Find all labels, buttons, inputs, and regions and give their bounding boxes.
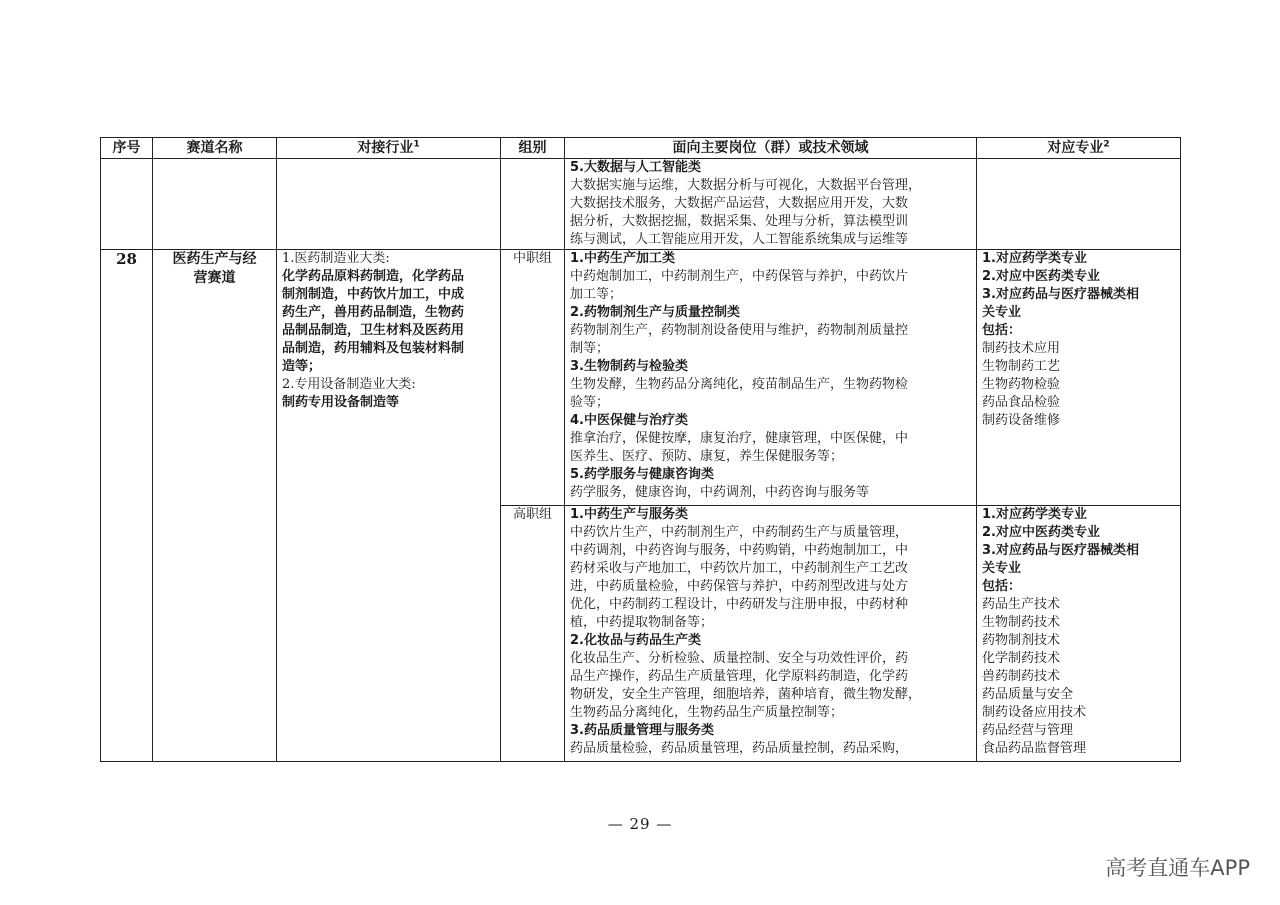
header-track: 赛道名称 bbox=[153, 138, 277, 159]
category-line: 优化，中药制药工程设计，中药研发与注册申报，中药材种 bbox=[570, 597, 909, 612]
category-line: 品生产操作，药品生产质量管理，化学原料药制造，化学药 bbox=[570, 669, 909, 684]
category-line: 药材采收与产地加工，中药饮片加工，中药制剂生产工艺改 bbox=[570, 561, 909, 576]
category-line: 大数据实施与运维，大数据分析与可视化，大数据平台管理， bbox=[570, 178, 922, 193]
industry-line: 药生产，兽用药品制造，生物药 bbox=[282, 305, 465, 320]
industry-title-2: 2.专用设备制造业大类: bbox=[282, 377, 416, 392]
category-line: 据分析，大数据挖掘，数据采集、处理与分析，算法模型训 bbox=[570, 214, 909, 229]
table-row-prev bbox=[101, 159, 1181, 250]
category-line: 大数据技术服务，大数据产品运营，大数据应用开发，大数 bbox=[570, 196, 909, 211]
major-item: 兽药制药技术 bbox=[982, 669, 1061, 684]
category-title: 4.中医保健与治疗类 bbox=[570, 413, 688, 428]
major-item: 生物制药技术 bbox=[982, 615, 1061, 630]
major-item: 化学制药技术 bbox=[982, 651, 1061, 666]
category-line: 化妆品生产、分析检验、质量控制、安全与功效性评价，药 bbox=[570, 651, 909, 666]
industry-line: 造等； bbox=[282, 359, 322, 374]
group-zhongzhi: 中职组 bbox=[501, 250, 565, 506]
industry-title-1: 1.医药制造业大类: bbox=[282, 251, 390, 266]
category-line: 药物制剂生产，药物制剂设备使用与维护，药物制剂质量控 bbox=[570, 323, 909, 338]
category-line: 制等； bbox=[570, 341, 610, 356]
major-item: 药品质量与安全 bbox=[982, 687, 1074, 702]
group-gaozhi: 高职组 bbox=[501, 506, 565, 762]
category-line: 药学服务，健康咨询，中药调剂，中药咨询与服务等 bbox=[570, 485, 870, 500]
major-item: 药品生产技术 bbox=[982, 597, 1061, 612]
major-item: 制药技术应用 bbox=[982, 341, 1061, 356]
category-line: 生物药品分离纯化，生物药品生产质量控制等； bbox=[570, 705, 844, 720]
major-item: 药品食品检验 bbox=[982, 395, 1061, 410]
positions-cell-prev bbox=[565, 159, 977, 250]
major-item: 生物药物检验 bbox=[982, 377, 1061, 392]
positions-cell-zhongzhi bbox=[565, 250, 977, 506]
major-item: 食品药品监督管理 bbox=[982, 741, 1087, 756]
major-item: 制药设备维修 bbox=[982, 413, 1061, 428]
major-item: 药物制剂技术 bbox=[982, 633, 1061, 648]
category-line: 中药炮制加工，中药制剂生产，中药保管与养护，中药饮片 bbox=[570, 269, 909, 284]
category-line: 生物发酵，生物药品分离纯化，疫苗制品生产，生物药物检 bbox=[570, 377, 909, 392]
majors-cell-gaozhi: 1.对应药学类专业 2.对应中医药类专业 3.对应药品与医疗器械类相 关专业 包括： 药品生产技术 生物制药技术 药物制剂技术 化学制药技术 兽药制药技术 药品质量与安全 制药设备应用技术 药品经营与管理 食品药品监督管理 bbox=[977, 506, 1181, 762]
category-title: 1.中药生产与服务类 bbox=[570, 507, 688, 522]
specialty-table bbox=[100, 137, 1181, 762]
category-line: 物研发，安全生产管理，细胞培养，菌种培育，微生物发酵， bbox=[570, 687, 922, 702]
industry-line: 化学药品原料药制造，化学药品 bbox=[282, 269, 465, 284]
page-number: — 29 — bbox=[607, 815, 673, 833]
track-name: 医药生产与经 营赛道 bbox=[153, 250, 277, 762]
category-line: 药品质量检验，药品质量管理，药品质量控制，药品采购， bbox=[570, 741, 909, 756]
header-positions: 面向主要岗位（群）或技术领域 bbox=[565, 138, 977, 159]
major-item: 生物制药工艺 bbox=[982, 359, 1061, 374]
majors-cell-zhongzhi: 1.对应药学类专业 2.对应中医药类专业 3.对应药品与医疗器械类相 关专业 包括： 制药技术应用 生物制药工艺 生物药物检验 药品食品检验 制药设备维修 bbox=[977, 250, 1181, 506]
category-line: 推拿治疗，保健按摩，康复治疗，健康管理，中医保健，中 bbox=[570, 431, 909, 446]
category-title: 5.药学服务与健康咨询类 bbox=[570, 467, 714, 482]
category-title: 3.药品质量管理与服务类 bbox=[570, 723, 714, 738]
category-line: 医养生、医疗、预防、康复，养生保健服务等； bbox=[570, 449, 844, 464]
category-line: 验等； bbox=[570, 395, 610, 410]
header-seq: 序号 bbox=[101, 138, 153, 159]
category-title: 2.化妆品与药品生产类 bbox=[570, 633, 701, 648]
industry-line: 制药专用设备制造等 bbox=[282, 395, 400, 410]
table-row-28-zhongzhi bbox=[101, 250, 1181, 506]
header-group: 组别 bbox=[501, 138, 565, 159]
major-item: 制药设备应用技术 bbox=[982, 705, 1087, 720]
category-line: 中药饮片生产，中药制剂生产，中药制药生产与质量管理， bbox=[570, 525, 909, 540]
category-title: 5.大数据与人工智能类 bbox=[570, 160, 701, 175]
header-row bbox=[101, 138, 1181, 159]
positions-cell-gaozhi bbox=[565, 506, 977, 762]
category-line: 植，中药提取物制备等； bbox=[570, 615, 714, 630]
industry-line: 品制造，药用辅料及包装材料制 bbox=[282, 341, 465, 356]
industry-line: 品制品制造，卫生材料及医药用 bbox=[282, 323, 465, 338]
category-title: 2.药物制剂生产与质量控制类 bbox=[570, 305, 740, 320]
category-line: 加工等； bbox=[570, 287, 623, 302]
category-line: 练与测试，人工智能应用开发，人工智能系统集成与运维等 bbox=[570, 232, 909, 247]
header-industry: 对接行业$^1$ bbox=[277, 138, 501, 159]
category-title: 3.生物制药与检验类 bbox=[570, 359, 688, 374]
industry-line: 制剂制造，中药饮片加工，中成 bbox=[282, 287, 465, 302]
row-number: 28 bbox=[101, 250, 153, 762]
category-line: 进，中药质量检验，中药保管与养护，中药剂型改进与处方 bbox=[570, 579, 909, 594]
major-item: 药品经营与管理 bbox=[982, 723, 1074, 738]
category-line: 中药调剂，中药咨询与服务，中药购销，中药炮制加工，中 bbox=[570, 543, 909, 558]
industry-cell bbox=[277, 250, 501, 762]
watermark: 高考直通车APP bbox=[1105, 856, 1250, 880]
header-majors: 对应专业$^2$ bbox=[977, 138, 1181, 159]
category-title: 1.中药生产加工类 bbox=[570, 251, 675, 266]
